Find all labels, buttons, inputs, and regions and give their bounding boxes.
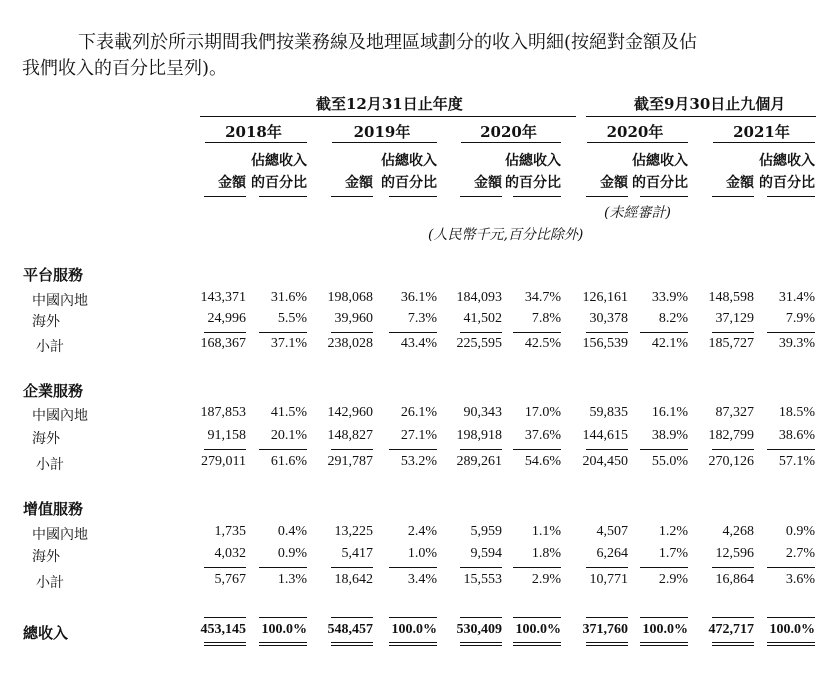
percent-cell: 41.5% [270,405,307,420]
subtotal-rule [767,567,815,568]
percent-cell: 0.4% [277,524,307,539]
unit-note: (人民幣千元,百分比除外) [428,227,584,243]
total-double-rule [389,642,437,643]
amount-cell: 59,835 [589,405,628,420]
amount-cell: 15,553 [463,572,502,587]
row-label: 海外 [32,314,60,330]
amount-cell: 168,367 [200,336,246,351]
total-top-rule [513,617,561,618]
amount-cell: 16,864 [715,572,754,587]
amount-cell: 90,343 [463,405,502,420]
percent-cell: 3.6% [785,572,815,587]
total-percent-cell: 100.0% [515,622,561,637]
percent-cell: 2.9% [531,572,561,587]
header-nine-months: 截至9月30日止九個月 [634,95,786,113]
header-annual: 截至12月31日止年度 [316,95,463,113]
intro-line-2: 我們收入的百分比呈列)。 [22,58,228,79]
subtotal-rule [259,449,307,450]
percent-cell: 36.1% [400,290,437,305]
total-double-rule [389,645,437,646]
percent-cell: 27.1% [400,428,437,443]
total-double-rule [513,645,561,646]
subtotal-rule [640,567,688,568]
total-top-rule [640,617,688,618]
amount-cell: 18,642 [334,572,373,587]
year-rule [332,142,437,143]
percent-cell: 53.2% [400,454,437,469]
year-header: 2020年 [480,123,537,141]
amount-cell: 30,378 [589,311,628,326]
amount-cell: 5,959 [470,524,502,539]
percent-cell: 1.2% [658,524,688,539]
amount-header-rule [331,196,373,197]
amount-header: 金額 [474,175,502,191]
subtotal-rule [586,567,628,568]
amount-cell: 87,327 [715,405,754,420]
percent-cell: 20.1% [270,428,307,443]
unaudited-note: (未經審計) [604,205,671,221]
subtotal-rule [389,449,437,450]
subtotal-rule [331,449,373,450]
amount-cell: 41,502 [463,311,502,326]
total-double-rule [712,645,754,646]
total-top-rule [460,617,502,618]
total-top-rule [767,617,815,618]
subtotal-rule [331,332,373,333]
subtotal-rule [586,332,628,333]
row-label: 小計 [36,457,64,473]
amount-cell: 156,539 [582,336,628,351]
amount-cell: 24,996 [207,311,246,326]
pct-header-rule [513,196,561,197]
amount-cell: 270,126 [708,454,754,469]
percent-cell: 17.0% [524,405,561,420]
amount-cell: 39,960 [334,311,373,326]
subtotal-rule [204,449,246,450]
amount-cell: 4,032 [214,546,246,561]
amount-cell: 12,596 [715,546,754,561]
amount-cell: 1,735 [214,524,246,539]
total-amount-cell: 472,717 [708,622,754,637]
year-header: 2021年 [733,123,790,141]
percent-cell: 38.9% [651,428,688,443]
percent-cell: 2.7% [785,546,815,561]
amount-cell: 143,371 [200,290,246,305]
pct-header-line1: 佔總收入 [505,153,561,169]
amount-cell: 10,771 [589,572,628,587]
amount-cell: 204,450 [582,454,628,469]
amount-cell: 142,960 [327,405,373,420]
subtotal-rule [513,567,561,568]
amount-header: 金額 [218,175,246,191]
amount-cell: 5,767 [214,572,246,587]
subtotal-rule [259,567,307,568]
total-double-rule [586,645,628,646]
total-top-rule [712,617,754,618]
percent-cell: 54.6% [524,454,561,469]
subtotal-rule [389,567,437,568]
pct-header-line2: 的百分比 [632,175,688,191]
total-percent-cell: 100.0% [769,622,815,637]
pct-header-rule [767,196,815,197]
total-double-rule [767,645,815,646]
subtotal-rule [640,332,688,333]
total-top-rule [331,617,373,618]
percent-cell: 7.9% [785,311,815,326]
total-double-rule [331,642,373,643]
total-top-rule [259,617,307,618]
percent-cell: 26.1% [400,405,437,420]
percent-cell: 18.5% [778,405,815,420]
percent-cell: 0.9% [785,524,815,539]
percent-cell: 61.6% [270,454,307,469]
row-label: 中國內地 [32,293,88,309]
percent-cell: 16.1% [651,405,688,420]
amount-cell: 279,011 [201,454,246,469]
row-label: 小計 [36,575,64,591]
amount-cell: 238,028 [327,336,373,351]
amount-cell: 13,225 [334,524,373,539]
amount-header: 金額 [726,175,754,191]
section-title: 企業服務 [23,382,84,400]
percent-cell: 1.7% [658,546,688,561]
total-double-rule [259,642,307,643]
amount-cell: 126,161 [582,290,628,305]
subtotal-rule [259,332,307,333]
subtotal-rule [712,567,754,568]
total-double-rule [259,645,307,646]
subtotal-rule [331,567,373,568]
percent-cell: 57.1% [778,454,815,469]
total-top-rule [586,617,628,618]
percent-cell: 1.0% [407,546,437,561]
amount-header: 金額 [345,175,373,191]
amount-cell: 91,158 [207,428,246,443]
amount-cell: 187,853 [200,405,246,420]
percent-cell: 37.1% [270,336,307,351]
amount-cell: 6,264 [596,546,628,561]
total-double-rule [586,642,628,643]
percent-cell: 31.6% [270,290,307,305]
subtotal-rule [513,332,561,333]
intro-line-1: 下表載列於所示期間我們按業務線及地理區域劃分的收入明細(按絕對金額及佔 [78,32,698,53]
percent-cell: 38.6% [778,428,815,443]
subtotal-rule [513,449,561,450]
pct-header-line2: 的百分比 [759,175,815,191]
subtotal-rule [586,449,628,450]
percent-cell: 37.6% [524,428,561,443]
subtotal-rule [767,449,815,450]
subtotal-rule [204,567,246,568]
amount-header-rule [712,196,754,197]
amount-cell: 4,507 [596,524,628,539]
total-amount-cell: 548,457 [327,622,373,637]
percent-cell: 7.8% [531,311,561,326]
amount-cell: 291,787 [327,454,373,469]
percent-cell: 2.4% [407,524,437,539]
pct-header-rule [640,196,688,197]
pct-header-rule [259,196,307,197]
year-header: 2018年 [225,123,282,141]
total-amount-cell: 530,409 [456,622,502,637]
total-double-rule [640,645,688,646]
percent-cell: 5.5% [277,311,307,326]
total-double-rule [513,642,561,643]
total-double-rule [767,642,815,643]
amount-cell: 289,261 [456,454,502,469]
percent-cell: 43.4% [400,336,437,351]
year-header: 2020年 [606,123,664,141]
header-annual-rule [200,116,576,117]
percent-cell: 39.3% [778,336,815,351]
total-double-rule [460,645,502,646]
percent-cell: 42.1% [651,336,688,351]
total-percent-cell: 100.0% [261,622,307,637]
percent-cell: 42.5% [524,336,561,351]
subtotal-rule [460,332,502,333]
percent-cell: 8.2% [658,311,688,326]
pct-header-line2: 的百分比 [251,175,307,191]
row-label: 中國內地 [32,527,88,543]
row-label: 中國內地 [32,408,88,424]
percent-cell: 3.4% [407,572,437,587]
total-top-rule [204,617,246,618]
year-rule [205,142,307,143]
header-nine-months-rule [586,116,816,117]
subtotal-rule [460,567,502,568]
total-amount-cell: 453,145 [200,622,246,637]
total-percent-cell: 100.0% [642,622,688,637]
amount-header-rule [204,196,246,197]
subtotal-rule [712,449,754,450]
total-amount-cell: 371,760 [582,622,628,637]
amount-header-rule [586,196,628,197]
row-label: 海外 [32,431,60,447]
pct-header-line1: 佔總收入 [381,153,437,169]
year-rule [713,142,815,143]
pct-header-line2: 的百分比 [381,175,437,191]
amount-cell: 9,594 [470,546,502,561]
percent-cell: 55.0% [651,454,688,469]
total-top-rule [389,617,437,618]
amount-cell: 4,268 [722,524,754,539]
year-rule [461,142,561,143]
intro-paragraph [22,30,822,82]
year-header: 2019年 [353,123,411,141]
total-label: 總收入 [23,624,69,642]
total-double-rule [331,645,373,646]
percent-cell: 1.8% [531,546,561,561]
amount-cell: 5,417 [341,546,373,561]
total-double-rule [712,642,754,643]
total-double-rule [204,645,246,646]
amount-header-rule [460,196,502,197]
pct-header-line1: 佔總收入 [759,153,815,169]
amount-cell: 37,129 [715,311,754,326]
amount-cell: 198,918 [456,428,502,443]
percent-cell: 31.4% [778,290,815,305]
total-percent-cell: 100.0% [391,622,437,637]
subtotal-rule [712,332,754,333]
pct-header-line1: 佔總收入 [251,153,307,169]
percent-cell: 0.9% [277,546,307,561]
percent-cell: 1.1% [531,524,561,539]
amount-header: 金額 [600,175,628,191]
total-double-rule [460,642,502,643]
subtotal-rule [767,332,815,333]
percent-cell: 33.9% [651,290,688,305]
percent-cell: 34.7% [524,290,561,305]
percent-cell: 2.9% [658,572,688,587]
amount-cell: 184,093 [456,290,502,305]
pct-header-rule [389,196,437,197]
year-rule [587,142,688,143]
amount-cell: 225,595 [456,336,502,351]
subtotal-rule [204,332,246,333]
amount-cell: 148,598 [708,290,754,305]
section-title: 增值服務 [23,500,84,518]
amount-cell: 144,615 [582,428,628,443]
percent-cell: 1.3% [277,572,307,587]
pct-header-line2: 的百分比 [505,175,561,191]
amount-cell: 182,799 [708,428,754,443]
row-label: 小計 [36,339,64,355]
percent-cell: 7.3% [407,311,437,326]
total-double-rule [204,642,246,643]
section-title: 平台服務 [23,266,84,284]
subtotal-rule [460,449,502,450]
amount-cell: 185,727 [708,336,754,351]
subtotal-rule [640,449,688,450]
total-double-rule [640,642,688,643]
subtotal-rule [389,332,437,333]
row-label: 海外 [32,549,60,565]
amount-cell: 198,068 [327,290,373,305]
amount-cell: 148,827 [327,428,373,443]
pct-header-line1: 佔總收入 [632,153,688,169]
